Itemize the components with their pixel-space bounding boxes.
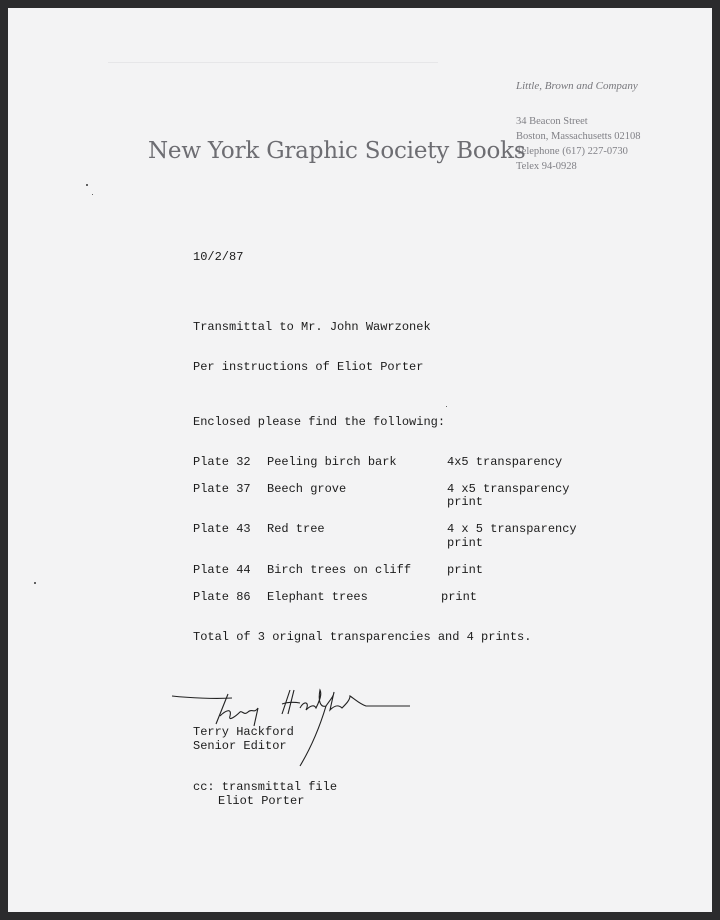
plate-number: Plate 86 [193,590,251,604]
address-line: 34 Beacon Street [516,116,588,127]
instructions-line: Per instructions of Eliot Porter [193,360,424,374]
plate-title: Red tree [267,522,325,536]
signer-title: Senior Editor [193,739,287,753]
signer-name: Terry Hackford [193,725,294,739]
plate-format: 4x5 transparency [447,455,563,469]
letterhead-title: New York Graphic Society Books [148,138,526,164]
address-line: Telex 94-0928 [516,161,577,172]
paper-speck [34,582,36,584]
address-line: Telephone (617) 227-0730 [516,146,628,157]
plate-format: print [447,536,484,550]
plate-number: Plate 37 [193,482,251,496]
paper-speck [446,406,447,407]
plate-number: Plate 43 [193,522,251,536]
plate-title: Beech grove [267,482,347,496]
publisher-address [516,114,641,174]
publisher-name: Little, Brown and Company [516,80,638,92]
paper-speck [86,184,88,186]
plate-title: Peeling birch bark [267,455,397,469]
letter-date: 10/2/87 [193,250,244,264]
plate-format: 4 x 5 transparency [447,522,577,536]
plate-number: Plate 44 [193,563,251,577]
plate-format: print [447,495,484,509]
total-line: Total of 3 orignal transparencies and 4 prints. [193,630,532,644]
enclosed-line: Enclosed please find the following: [193,415,446,429]
letter-page [8,8,712,912]
plate-title: Birch trees on cliff [267,563,412,577]
cc-line: Eliot Porter [218,794,305,808]
plate-format: print [447,563,484,577]
transmittal-line: Transmittal to Mr. John Wawrzonek [193,320,431,334]
paper-speck [92,194,93,195]
cc-line: cc: transmittal file [193,780,338,794]
plate-format: print [441,590,478,604]
address-line: Boston, Massachusetts 02108 [516,131,641,142]
plate-format: 4 x5 transparency [447,482,570,496]
plate-number: Plate 32 [193,455,251,469]
plate-title: Elephant trees [267,590,368,604]
bleed-through-line [108,62,438,63]
